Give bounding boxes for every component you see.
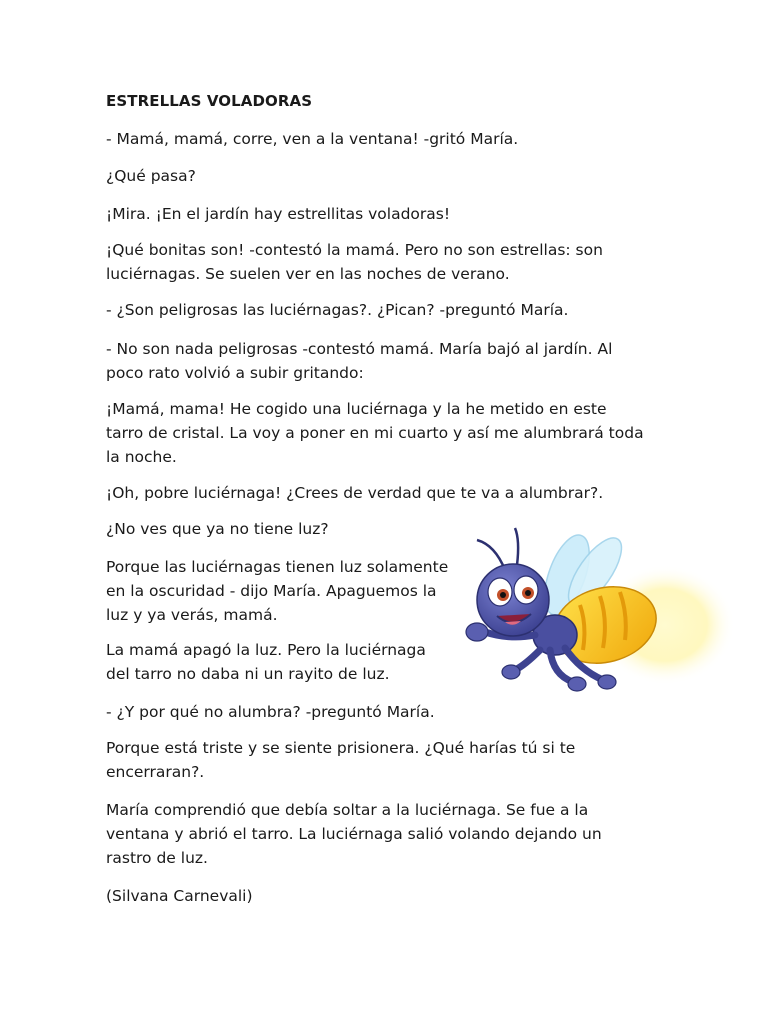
paragraph — [106, 202, 450, 226]
paragraph — [106, 517, 329, 541]
text-line: ¡Qué bonitas son! -contestó la mamá. Pero no son estrellas: son — [106, 241, 603, 259]
story-title: ESTRELLAS VOLADORAS — [106, 92, 313, 110]
text-line: ¡Mira. ¡En el jardín hay estrellitas voladoras! — [106, 205, 451, 223]
text-line: María comprendió que debía soltar a la luciérnaga. Se fue a la — [106, 801, 589, 819]
text-line: en la oscuridad - dijo María. Apaguemos la — [106, 582, 437, 600]
paragraph — [106, 397, 644, 469]
paragraph — [106, 736, 575, 784]
paragraph — [106, 798, 602, 870]
paragraph — [106, 298, 568, 322]
text-line: luciérnagas. Se suelen ver en las noches de verano. — [106, 265, 510, 283]
paragraph — [106, 337, 612, 385]
text-line: encerraran?. — [106, 763, 205, 781]
text-line: ventana y abrió el tarro. La luciérnaga salió volando dejando un — [106, 825, 602, 843]
firefly-cartoon-icon — [455, 520, 735, 710]
text-line: la noche. — [106, 448, 177, 466]
paragraph — [106, 127, 518, 151]
text-line: tarro de cristal. La voy a poner en mi cuarto y así me alumbrará toda — [106, 424, 644, 442]
text-line: Porque está triste y se siente prisionera. ¿Qué harías tú si te — [106, 739, 576, 757]
author-credit — [106, 884, 253, 908]
paragraph — [106, 700, 435, 724]
paragraph — [106, 481, 603, 505]
text-line: del tarro no daba ni un rayito de luz. — [106, 665, 390, 683]
paragraph — [106, 238, 603, 286]
text-line: - No son nada peligrosas -contestó mamá. María bajó al jardín. Al — [106, 340, 613, 358]
text-line: luz y ya verás, mamá. — [106, 606, 278, 624]
text-line: ¡Mamá, mama! He cogido una luciérnaga y la he metido en este — [106, 400, 607, 418]
text-line: Porque las luciérnagas tienen luz solamente — [106, 558, 449, 576]
text-line: - ¿Son peligrosas las luciérnagas?. ¿Pican? -preguntó María. — [106, 301, 569, 319]
paragraph — [106, 555, 448, 627]
text-line: La mamá apagó la luz. Pero la luciérnaga — [106, 641, 426, 659]
text-line: ¿No ves que ya no tiene luz? — [106, 520, 329, 538]
text-line: poco rato volvió a subir gritando: — [106, 364, 364, 382]
text-line: - Mamá, mamá, corre, ven a la ventana! -gritó María. — [106, 130, 519, 148]
paragraph — [106, 638, 426, 686]
text-line: (Silvana Carnevali) — [106, 887, 253, 905]
text-line: ¡Oh, pobre luciérnaga! ¿Crees de verdad que te va a alumbrar?. — [106, 484, 604, 502]
text-line: ¿Qué pasa? — [106, 167, 196, 185]
text-line: rastro de luz. — [106, 849, 208, 867]
paragraph — [106, 164, 196, 188]
text-line: - ¿Y por qué no alumbra? -preguntó María. — [106, 703, 435, 721]
